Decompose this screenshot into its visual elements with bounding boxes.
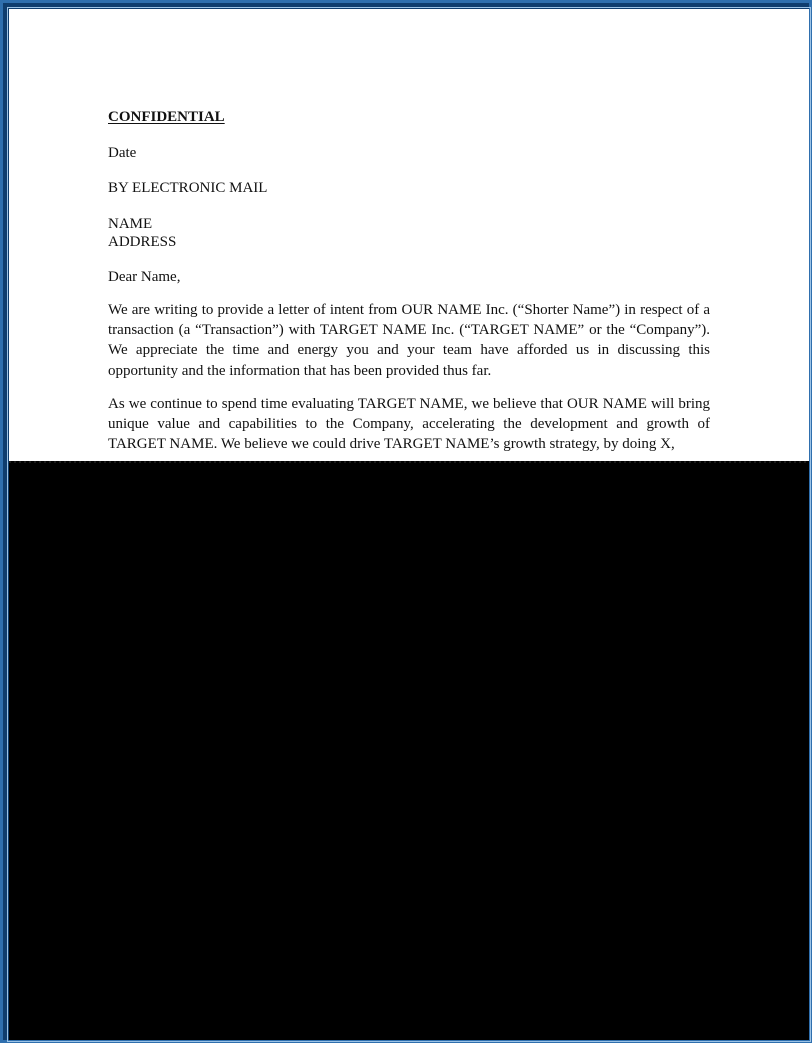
delivery-method: BY ELECTRONIC MAIL bbox=[108, 180, 268, 196]
letter-page bbox=[9, 9, 809, 461]
recipient-name: NAME bbox=[108, 216, 153, 232]
evaluation-paragraph: As we continue to spend time evaluating TARGET NAME, we believe that OUR NAME will bring unique value and capabilities to the Company, accelerating the development and growth of TARGET NAME. We believe we could drive TARGET NAME’s growth strategy, by doing X, bbox=[108, 396, 710, 453]
salutation: Dear Name, bbox=[108, 269, 181, 285]
intro-paragraph: We are writing to provide a letter of intent from OUR NAME Inc. (“Shorter Name”) in respect of a transaction (a “Transaction”) with TARGET NAME Inc. (“TARGET NAME” or the “Company”). We appreciate the time and energy you and your team have afforded us in discussing this opportunity and the information that has been provided thus far. bbox=[108, 302, 710, 379]
redacted-area bbox=[9, 461, 809, 1040]
redaction-edge bbox=[9, 457, 809, 463]
recipient-address: ADDRESS bbox=[108, 234, 177, 250]
confidential-heading: CONFIDENTIAL bbox=[108, 109, 225, 125]
date-line: Date bbox=[108, 145, 137, 161]
